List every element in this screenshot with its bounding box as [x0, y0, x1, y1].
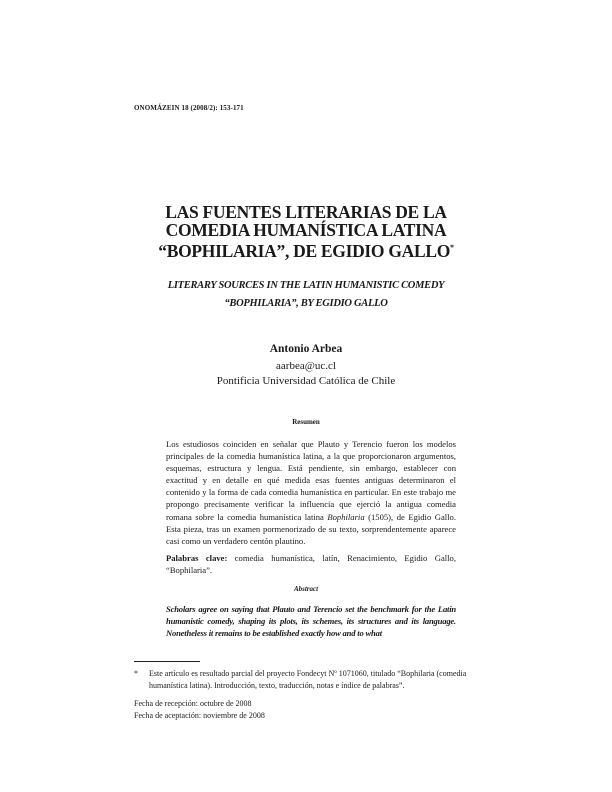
resumen-paragraph: [166, 438, 456, 547]
author-name: Antonio Arbea: [269, 343, 343, 355]
title-line-3-text: “BOPHILARIA”, DE EGIDIO GALLO: [158, 240, 451, 261]
title-footnote-mark: *: [450, 243, 454, 252]
resumen-heading: Resumen: [292, 418, 320, 426]
resumen-italic-title: Bophilaria: [327, 511, 365, 522]
title-line-1: LAS FUENTES LITERARIAS DE LA: [165, 202, 447, 222]
title-line-2: COMEDIA HUMANÍSTICA LATINA: [165, 220, 447, 240]
title-line-3: [0, 239, 612, 260]
resumen-text-b: (1505), de Egidio Gallo. Esta pieza, tras un examen pormenorizado de su texto, sorprendentemente aparece casi como un verdadero centón plautino.: [166, 511, 456, 546]
article-subtitle-english: [0, 277, 612, 313]
date-accepted: Fecha de aceptación: noviembre de 2008: [134, 711, 265, 720]
keywords-label: Palabras clave:: [166, 553, 228, 563]
article-title: [0, 203, 612, 260]
abstract-paragraph: Scholars agree on saying that Plauto and Terencio set the benchmark for the Latin humanistic comedy, shaping its plots, its schemes, its structures and its language. Nonetheless it remains to be established exactly how and to what: [166, 604, 456, 639]
subtitle-line-2: “BOPHILARIA”, BY EGIDIO GALLO: [224, 298, 388, 309]
author-email: aarbea@uc.cl: [276, 360, 336, 372]
abstract-heading: Abstract: [293, 585, 319, 593]
footnote-divider: [134, 661, 200, 662]
date-received: Fecha de recepción: octubre de 2008: [134, 699, 252, 708]
keywords-text: comedia humanística, latín, Renacimiento, Egidio Gallo, “Bophilaria”.: [166, 553, 456, 576]
subtitle-line-1: LITERARY SOURCES IN THE LATIN HUMANISTIC COMEDY: [167, 280, 445, 291]
footnote-mark: *: [134, 669, 138, 678]
author-affiliation: Pontificia Universidad Católica de Chile: [216, 375, 396, 387]
footnote-text: Este artículo es resultado parcial del proyecto Fondecyt Nº 1071060, titulado “Bophilaria (comedia humanística latina). Introducción, texto, traducción, notas e índice de palabras”.: [149, 669, 467, 690]
keywords-paragraph: [166, 552, 456, 576]
journal-header: ONOMÁZEIN 18 (2008/2): 153-171: [134, 104, 244, 112]
resumen-text-a: Los estudiosos coinciden en señalar que Plauto y Terencio fueron los modelos principales de la comedia humanística latina, a la que proporcionaron argumentos, esquemas, estructura y lengua. Está pendiente, sin embargo, establecer con exactitud y en detalle en qué medida esas fuentes antiguas determinaron el contenido y la forma de cada comedia humanística en particular. En este trabajo me propongo precisamente verificar la influencia que ejerció la antigua comedia romana sobre la comedia humanística latina: [166, 439, 456, 522]
footnote: [134, 668, 474, 692]
submission-dates: [134, 698, 265, 722]
